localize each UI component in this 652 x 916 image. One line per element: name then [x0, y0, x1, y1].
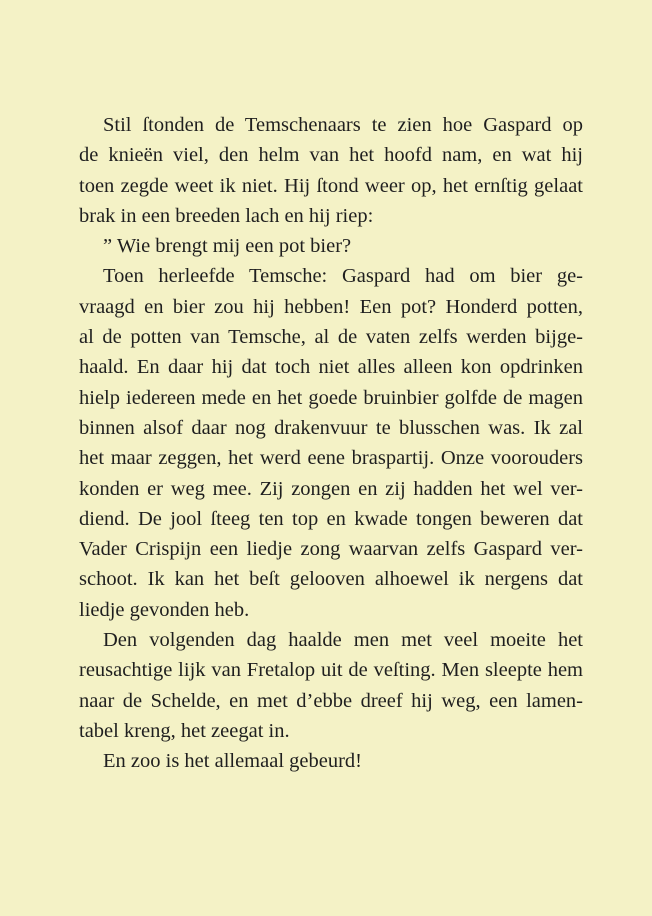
- text-line: diend. De jool ſteeg ten top en kwade tongen beweren dat: [79, 507, 583, 530]
- text-line: binnen alsof daar nog drakenvuur te blusschen was. Ik zal: [79, 416, 583, 439]
- text-line: tabel kreng, het zeegat in.: [79, 719, 290, 742]
- text-line: En zoo is het allemaal gebeurd!: [103, 750, 362, 773]
- text-line: naar de Schelde, en met d’ebbe dreef hij weg, een lamen-: [79, 689, 583, 712]
- text-line: liedje gevonden heb.: [79, 598, 250, 621]
- text-line: schoot. Ik kan het beſt gelooven alhoewel ik nergens dat: [79, 568, 583, 591]
- text-line: Toen herleefde Temsche: Gaspard had om bier ge-: [103, 265, 583, 288]
- text-line: Vader Crispijn een liedje zong waarvan zelfs Gaspard ver-: [79, 538, 583, 561]
- text-line: vraagd en bier zou hij hebben! Een pot? Honderd potten,: [79, 295, 583, 318]
- text-line: al de potten van Temsche, al de vaten zelfs werden bijge-: [79, 326, 583, 349]
- text-line: Stil ſtonden de Temschenaars te zien hoe Gaspard op: [103, 114, 583, 136]
- text-line: reusachtige lijk van Fretalop uit de veſting. Men sleepte hem: [79, 659, 583, 682]
- text-line: de knieën viel, den helm van het hoofd nam, en wat hij: [79, 144, 583, 167]
- text-line: toen zegde weet ik niet. Hij ſtond weer op, het ernſtig gelaat: [79, 174, 583, 197]
- text-line: hielp iedereen mede en het goede bruinbier golfde de magen: [79, 386, 583, 409]
- text-line: brak in een breeden lach en hij riep:: [79, 204, 374, 227]
- text-line: haald. En daar hij dat toch niet alles alleen kon opdrinken: [79, 356, 583, 379]
- text-line: het maar zeggen, het werd eene braspartij. Onze voorouders: [79, 447, 583, 470]
- text-line: ” Wie brengt mij een pot bier?: [103, 235, 352, 258]
- text-line: konden er weg mee. Zij zongen en zij hadden het wel ver-: [79, 477, 583, 500]
- text-line: Den volgenden dag haalde men met veel moeite het: [103, 629, 583, 652]
- body-text: [79, 110, 583, 777]
